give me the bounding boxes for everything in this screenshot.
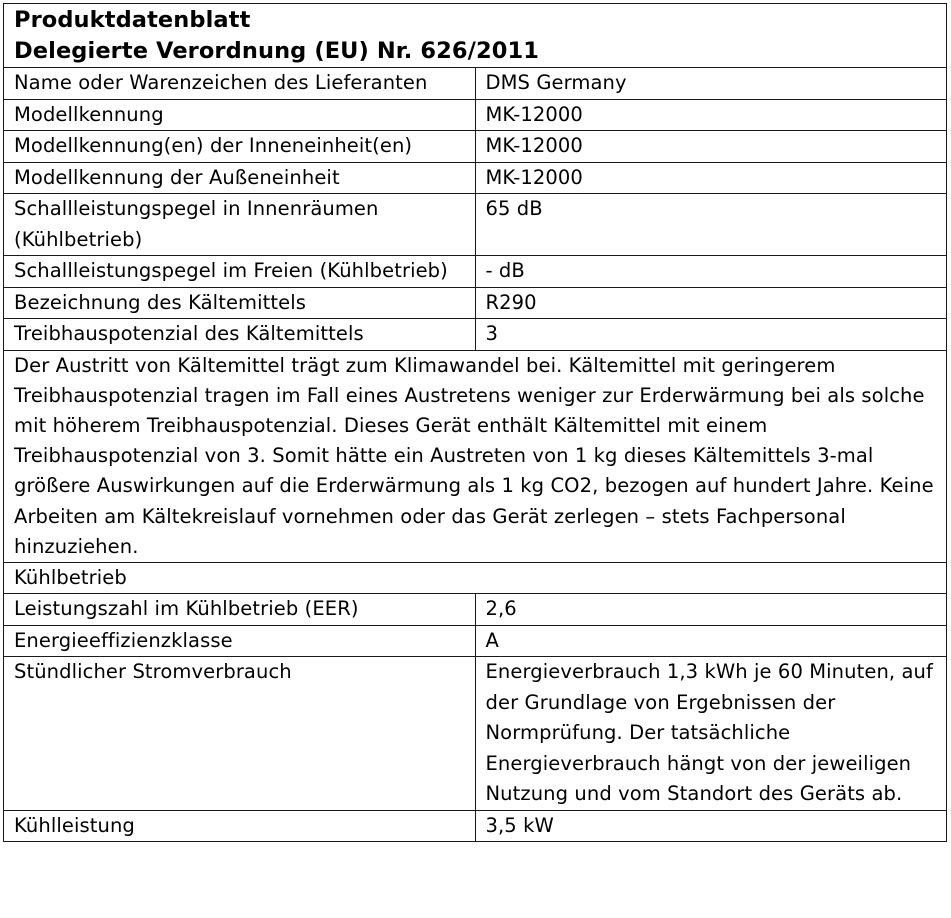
table-row xyxy=(4,594,947,626)
row-value: DMS Germany xyxy=(475,68,947,100)
datasheet-title: Produktdatenblatt xyxy=(14,7,251,33)
table-row xyxy=(4,657,947,811)
row-label: Bezeichnung des Kältemittels xyxy=(4,287,476,319)
row-label: Name oder Warenzeichen des Lieferanten xyxy=(4,68,476,100)
row-value: 3,5 kW xyxy=(475,810,947,842)
row-value: 65 dB xyxy=(475,194,947,256)
table-row xyxy=(4,194,947,256)
row-label: Schallleistungspegel im Freien (Kühlbetrieb) xyxy=(4,256,476,288)
row-label: Leistungszahl im Kühlbetrieb (EER) xyxy=(4,594,476,626)
table-row xyxy=(4,68,947,100)
regulation-title: Delegierte Verordnung (EU) Nr. 626/2011 xyxy=(14,38,539,64)
table-row xyxy=(4,162,947,194)
row-value: MK-12000 xyxy=(475,99,947,131)
title-row xyxy=(4,4,947,68)
row-value: R290 xyxy=(475,287,947,319)
table-row xyxy=(4,810,947,842)
row-label: Kühlleistung xyxy=(4,810,476,842)
table-row xyxy=(4,287,947,319)
row-label: Stündlicher Stromverbrauch xyxy=(4,657,476,811)
row-label: Modellkennung(en) der Inneneinheit(en) xyxy=(4,131,476,163)
table-row xyxy=(4,625,947,657)
row-label: Modellkennung xyxy=(4,99,476,131)
refrigerant-notice-row xyxy=(4,350,947,562)
row-value: 2,6 xyxy=(475,594,947,626)
row-label: Treibhauspotenzial des Kältemittels xyxy=(4,319,476,351)
table-row xyxy=(4,99,947,131)
title-cell xyxy=(4,4,947,68)
table-row xyxy=(4,131,947,163)
section-header-row xyxy=(4,562,947,594)
row-label: Energieeffizienzklasse xyxy=(4,625,476,657)
row-value: MK-12000 xyxy=(475,131,947,163)
row-value: 3 xyxy=(475,319,947,351)
row-value: MK-12000 xyxy=(475,162,947,194)
section-header-cooling: Kühlbetrieb xyxy=(4,562,947,594)
table-row xyxy=(4,319,947,351)
row-value: Energieverbrauch 1,3 kWh je 60 Minuten, auf der Grundlage von Ergebnissen der Normprüfung. Der tatsächliche Energieverbrauch hängt von der jeweiligen Nutzung und vom Standort des Geräts ab. xyxy=(475,657,947,811)
refrigerant-notice-text: Der Austritt von Kältemittel trägt zum Klimawandel bei. Kältemittel mit geringerem Treibhauspotenzial tragen im Fall eines Austretens weniger zur Erderwärmung bei als solche mit höherem Treibhauspotenzial. Dieses Gerät enthält Kältemittel mit einem Treibhauspotenzial von 3. Somit hätte ein Austreten von 1 kg dieses Kältemittels 3-mal größere Auswirkungen auf die Erderwärmung als 1 kg CO2, bezogen auf hundert Jahre. Keine Arbeiten am Kältekreislauf vornehmen oder das Gerät zerlegen – stets Fachpersonal hinzuziehen. xyxy=(14,353,934,558)
row-label: Schallleistungspegel in Innenräumen (Kühlbetrieb) xyxy=(4,194,476,256)
row-value: - dB xyxy=(475,256,947,288)
refrigerant-notice xyxy=(4,350,947,562)
row-label: Modellkennung der Außeneinheit xyxy=(4,162,476,194)
product-datasheet-table xyxy=(3,3,947,842)
row-value: A xyxy=(475,625,947,657)
table-row xyxy=(4,256,947,288)
